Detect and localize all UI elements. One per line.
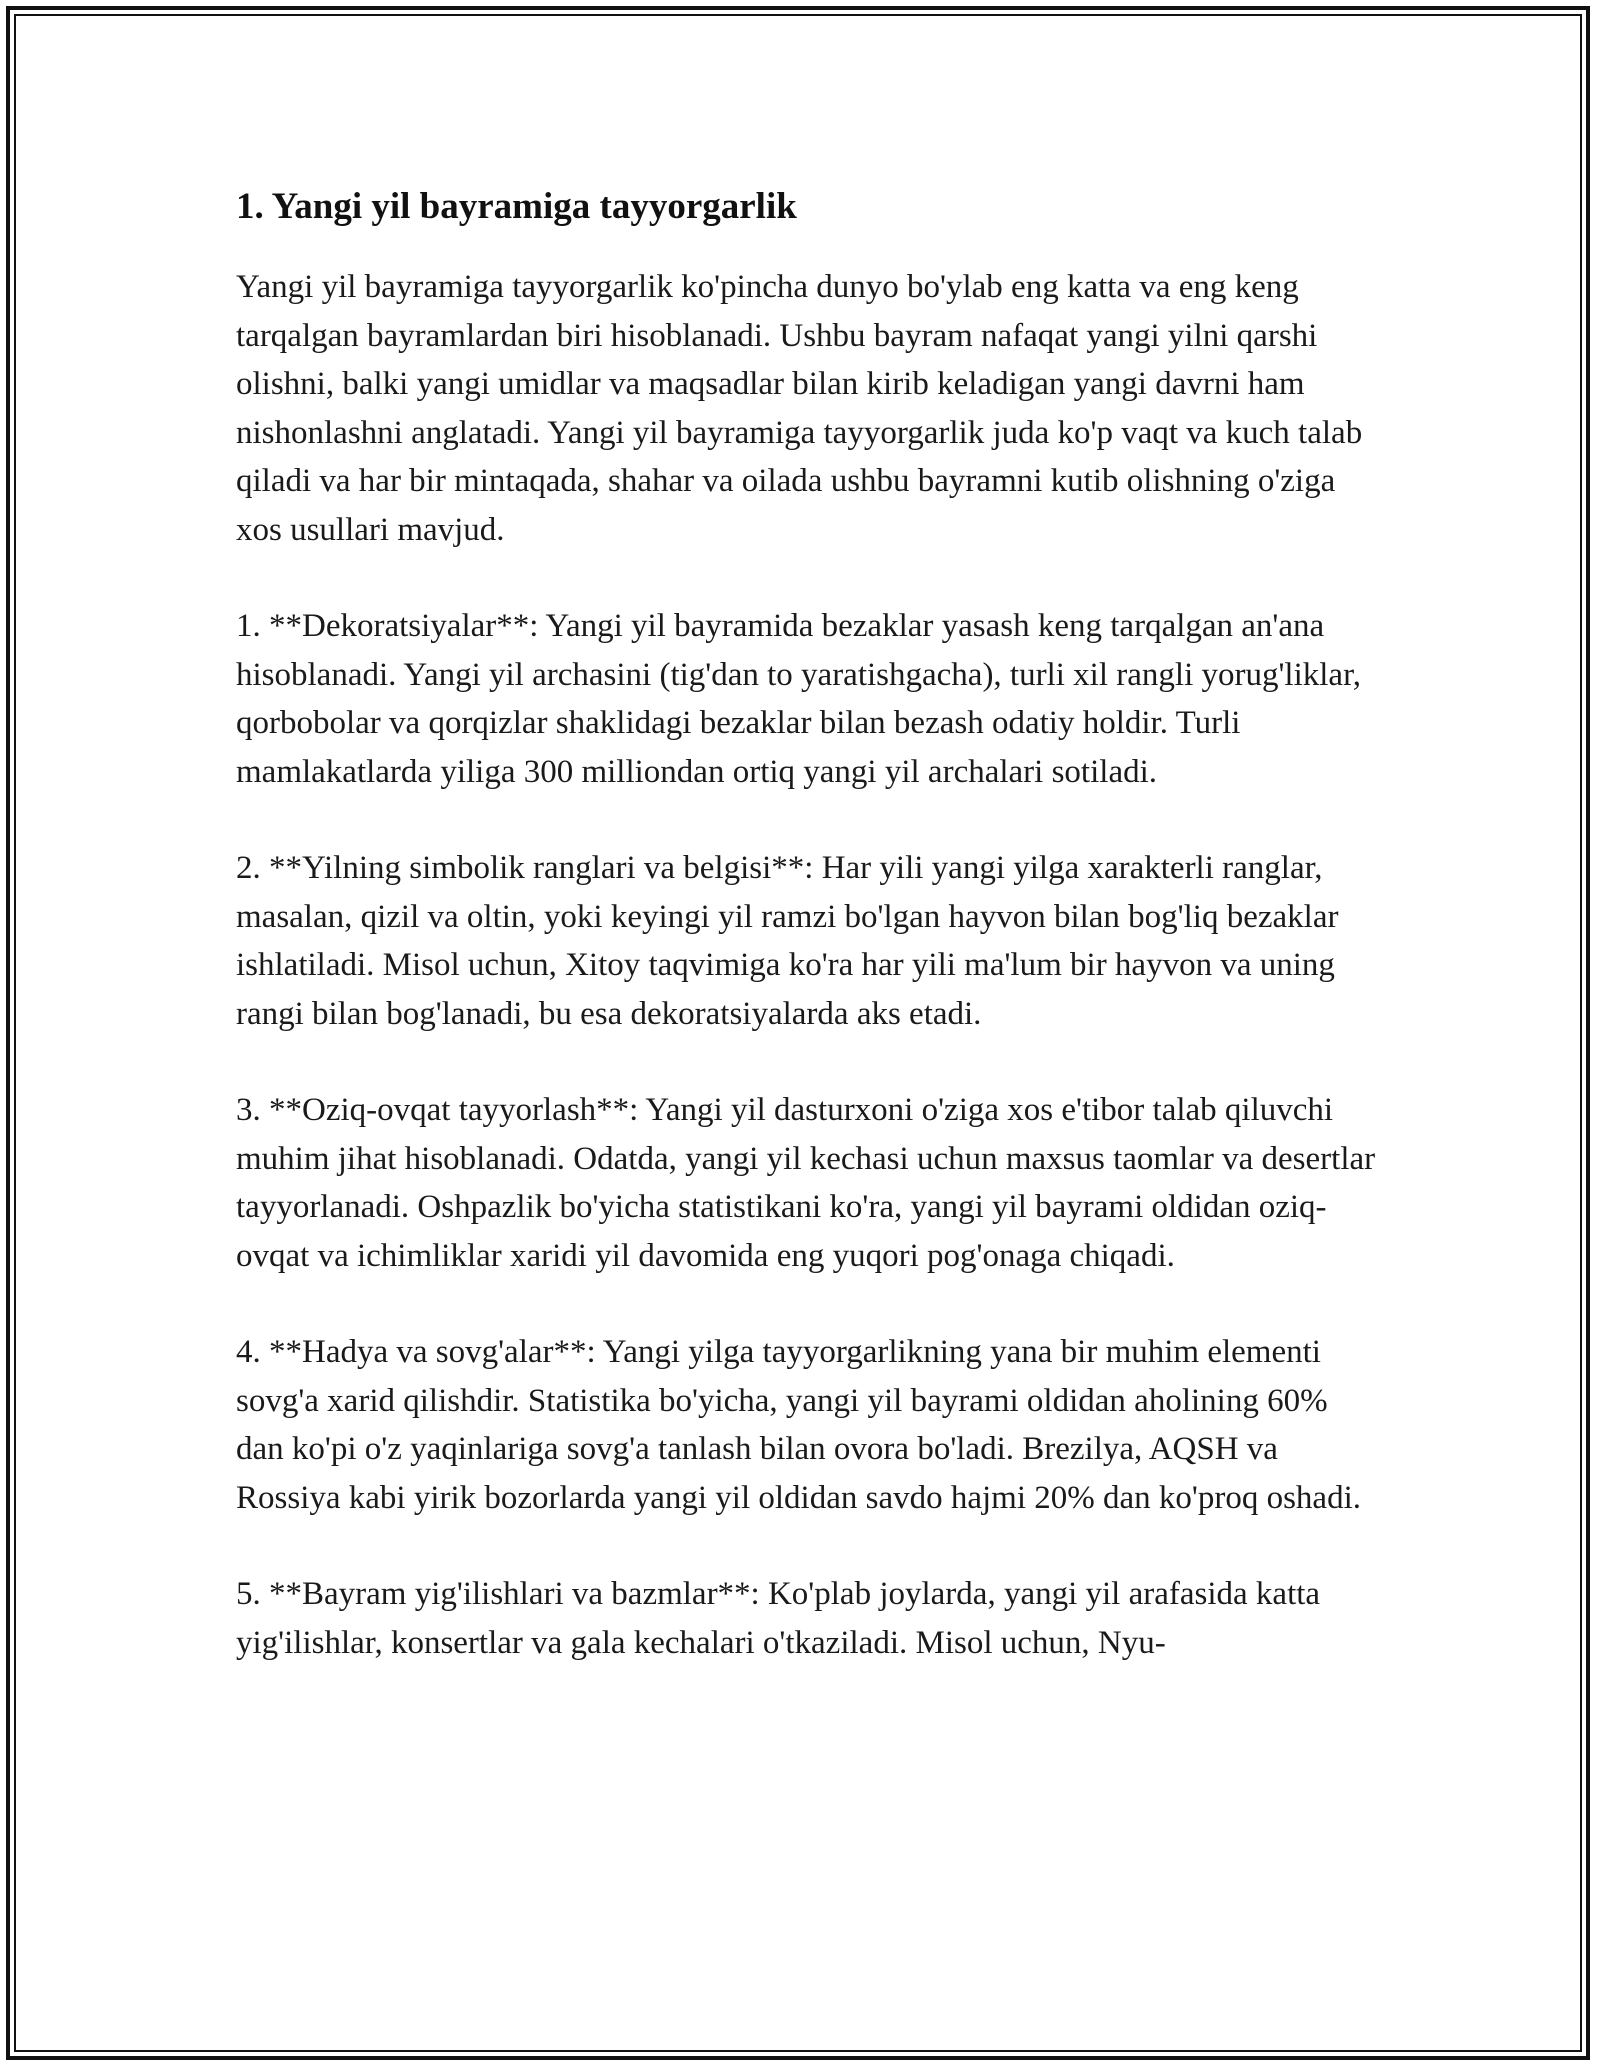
list-item-decorations: 1. **Dekoratsiyalar**: Yangi yil bayramida bezaklar yasash keng tarqalgan an'ana hisoblanadi. Yangi yil archasini (tig'dan to yaratishgacha), turli xil rangli yorug'liklar, qorbobolar va qorqizlar shaklidagi bezaklar bilan bezash odatiy holdir. Turli mamlakatlarda yiliga 300 milliondan ortiq yangi yil archalari sotiladi. — [236, 608, 1361, 790]
list-item-symbolic-colors: 2. **Yilning simbolik ranglari va belgisi**: Har yili yangi yilga xarakterli ranglar, masalan, qizil va oltin, yoki keyingi yil ramzi bo'lgan hayvon bilan bog'liq bezaklar ishlatiladi. Misol uchun, Xitoy taqvimiga ko'ra har yili ma'lum bir hayvon va uning rangi bilan bog'lanadi, bu esa dekoratsiyalarda aks etadi. — [236, 850, 1339, 1032]
list-item-food-preparation: 3. **Oziq-ovqat tayyorlash**: Yangi yil dasturxoni o'ziga xos e'tibor talab qiluvchi muhim jihat hisoblanadi. Odatda, yangi yil kechasi uchun maxsus taomlar va desertlar tayyorlanadi. Oshpazlik bo'yicha statistikani ko'ra, yangi yil bayrami oldidan oziq-ovqat va ichimliklar xaridi yil davomida eng yuqori pog'onaga chiqadi. — [236, 1092, 1376, 1274]
list-item-gifts: 4. **Hadya va sovg'alar**: Yangi yilga tayyorgarlikning yana bir muhim elementi sovg'a xarid qilishdir. Statistika bo'yicha, yangi yil bayrami oldidan aholining 60% dan ko'pi o'z yaqinlariga sovg'a tanlash bilan ovora bo'ladi. Brezilya, AQSH va Rossiya kabi yirik bozorlarda yangi yil oldidan savdo hajmi 20% dan ko'proq oshadi. — [236, 1334, 1361, 1516]
section-heading: 1. Yangi yil bayramiga tayyorgarlik — [236, 186, 797, 227]
document-body — [236, 185, 1376, 1715]
intro-paragraph: Yangi yil bayramiga tayyorgarlik ko'pincha dunyo bo'ylab eng katta va eng keng tarqalgan bayramlardan biri hisoblanadi. Ushbu bayram nafaqat yangi yilni qarshi olishni, balki yangi umidlar va maqsadlar bilan kirib keladigan yangi davrni ham nishonlashni anglatadi. Yangi yil bayramiga tayyorgarlik juda ko'p vaqt va kuch talab qiladi va har bir mintaqada, shahar va oilada ushbu bayramni kutib olishning o'ziga xos usullari mavjud. — [236, 269, 1363, 548]
list-item-gatherings: 5. **Bayram yig'ilishlari va bazmlar**: Ko'plab joylarda, yangi yil arafasida katta yig'ilishlar, konsertlar va gala kechalari o'tkaziladi. Misol uchun, Nyu- — [236, 1576, 1321, 1661]
